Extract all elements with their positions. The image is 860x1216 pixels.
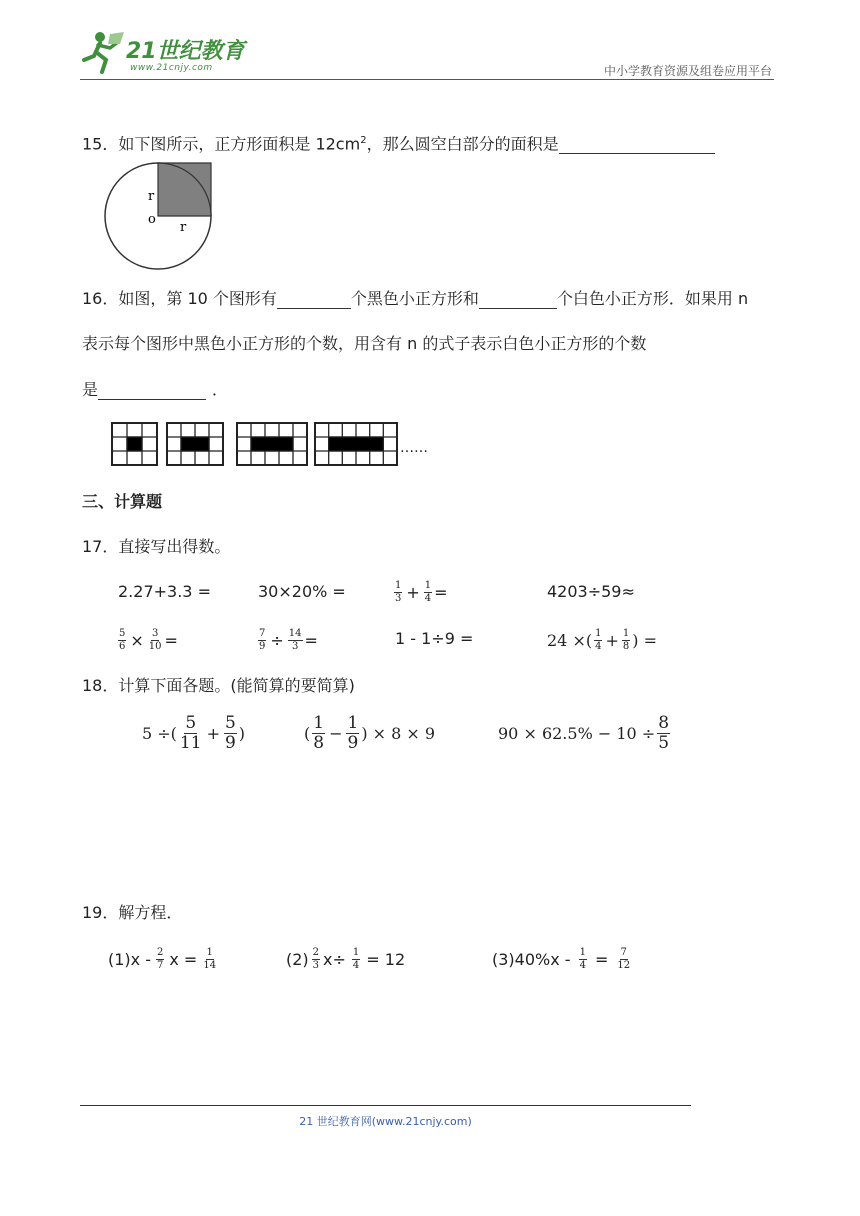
logo-url: www.21cnjy.com [130, 63, 213, 73]
footer-text: 21 世纪教育网(www.21cnjy.com) [299, 1115, 472, 1128]
q16-ellipsis: …… [400, 440, 428, 456]
q18-expr-1: 5 ÷( $\frac{5}{11}$ + $\frac{5}{9}$ ) [142, 712, 246, 753]
q16-pattern-2 [167, 423, 223, 465]
q17-expr-1: 2.27+3.3 = [118, 582, 211, 601]
q16-blank-black[interactable] [277, 290, 351, 309]
q18-expr-3: 90 × 62.5% − 10 ÷ $\frac{8}{5}$ [498, 712, 670, 753]
runner-logo-icon [80, 30, 126, 74]
q17-expr-4: 4203÷59≈ [547, 582, 635, 601]
q16-blank-expression[interactable] [98, 381, 206, 400]
header-rule [80, 79, 774, 80]
q17-expr-5: $\frac{5}{6}$ × $\frac{3}{10}$ = [119, 627, 178, 652]
q15-answer-blank[interactable] [559, 135, 715, 154]
q17-expr-7: 1 - 1÷9 = [395, 629, 474, 648]
section-title: 三、计算题 [82, 492, 163, 511]
footer-rule [80, 1105, 691, 1106]
q17-expr-2: 30×20% = [258, 582, 346, 601]
q15-text: 15．如下图所示，正方形面积是 $12cm^2$，那么圆空白部分的面积是 [82, 131, 715, 154]
q16-pattern-3 [237, 423, 307, 465]
q17-expr-3: $\frac{1}{3}$ + $\frac{1}{4}$ = [395, 579, 448, 604]
q19-eq-3: (3)40%x - $\frac{1}{4}$ = $\frac{7}{12}$ [492, 946, 631, 971]
header-platform: 中小学教育资源及组卷应用平台 [603, 64, 772, 78]
q15-label-o: o [148, 212, 156, 227]
q18-title: 18．计算下面各题。(能简算的要简算) [82, 676, 355, 695]
q16-line2: 表示每个图形中黑色小正方形的个数，用含有 n 的式子表示白色小正方形的个数 [82, 334, 647, 353]
header-logo [80, 30, 260, 76]
q15-label-r2: r [180, 220, 187, 235]
q17-title: 17．直接写出得数。 [82, 537, 231, 556]
q16-blank-white[interactable] [479, 290, 557, 309]
logo-text: 21世纪教育 [126, 39, 245, 64]
q19-eq-1: (1)x - $\frac{2}{7}$ x = $\frac{1}{14}$ [108, 946, 217, 971]
q19-eq-2: (2) $\frac{2}{3}$ x÷ $\frac{1}{4}$ = 12 [286, 946, 406, 971]
q19-title: 19．解方程． [82, 903, 183, 922]
q16-line3: 是 ． [82, 380, 229, 399]
q18-expr-2: ( $\frac{1}{8}$ − $\frac{1}{9}$ ) × 8 × 9 [304, 712, 436, 753]
q16-line1: 16．如图，第 10 个图形有 个黑色小正方形和 个白色小正方形．如果用 n [82, 289, 749, 308]
q15-label-r1: r [148, 189, 155, 204]
q16-pattern-1 [112, 423, 157, 465]
q16-figure [110, 420, 460, 468]
q15-superscript: 2 [360, 135, 367, 146]
q17-expr-6: $\frac{7}{9}$ ÷ $\frac{14}{3}$ = [259, 627, 318, 652]
q15-figure [102, 160, 222, 276]
q17-expr-8: 24 ×( $\frac{1}{4}$ + $\frac{1}{8}$ ) = [547, 627, 657, 652]
q16-pattern-4 [315, 423, 397, 465]
